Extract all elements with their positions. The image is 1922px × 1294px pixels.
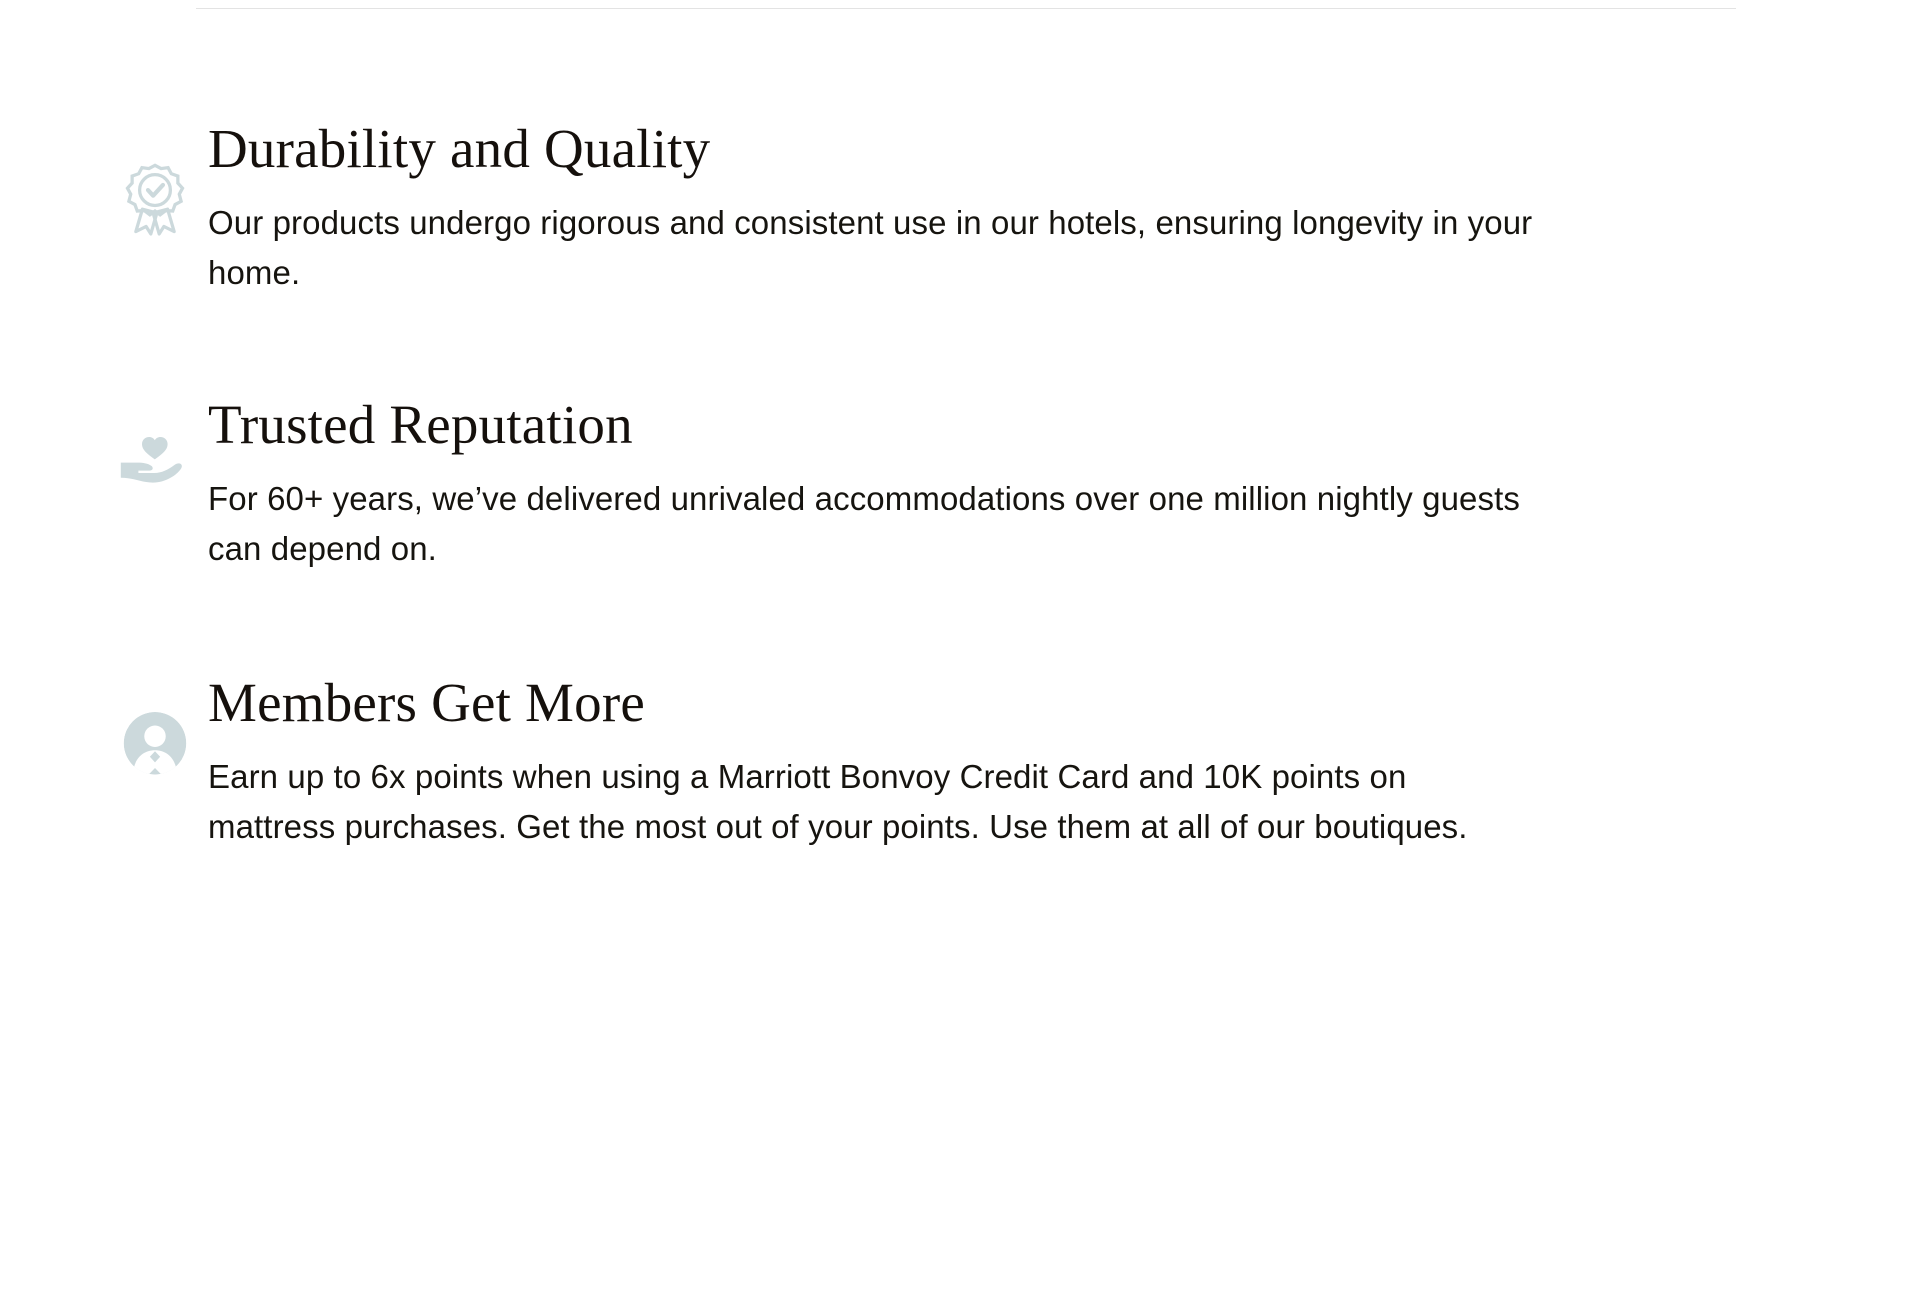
feature-body	[190, 118, 1538, 298]
feature-title: Members Get More	[208, 672, 645, 733]
top-divider	[196, 8, 1736, 9]
feature-item	[0, 672, 1922, 852]
feature-item	[0, 118, 1922, 298]
feature-title: Durability and Quality	[208, 118, 711, 179]
member-avatar-icon	[0, 672, 190, 822]
feature-description: Earn up to 6x points when using a Marriott Bonvoy Credit Card and 10K points on mattress purchases. Get the most out of your points. Use them at all of our boutiques.	[208, 758, 1468, 845]
feature-body	[190, 672, 1538, 852]
feature-item	[0, 394, 1922, 574]
hand-holding-heart-icon	[0, 394, 190, 524]
feature-title: Trusted Reputation	[208, 394, 633, 455]
feature-description: For 60+ years, we’ve delivered unrivaled accommodations over one million nightly guests can depend on.	[208, 480, 1520, 567]
feature-body	[190, 394, 1538, 574]
features-section	[0, 118, 1922, 852]
award-ribbon-check-icon	[0, 118, 190, 278]
feature-description: Our products undergo rigorous and consistent use in our hotels, ensuring longevity in your home.	[208, 204, 1533, 291]
